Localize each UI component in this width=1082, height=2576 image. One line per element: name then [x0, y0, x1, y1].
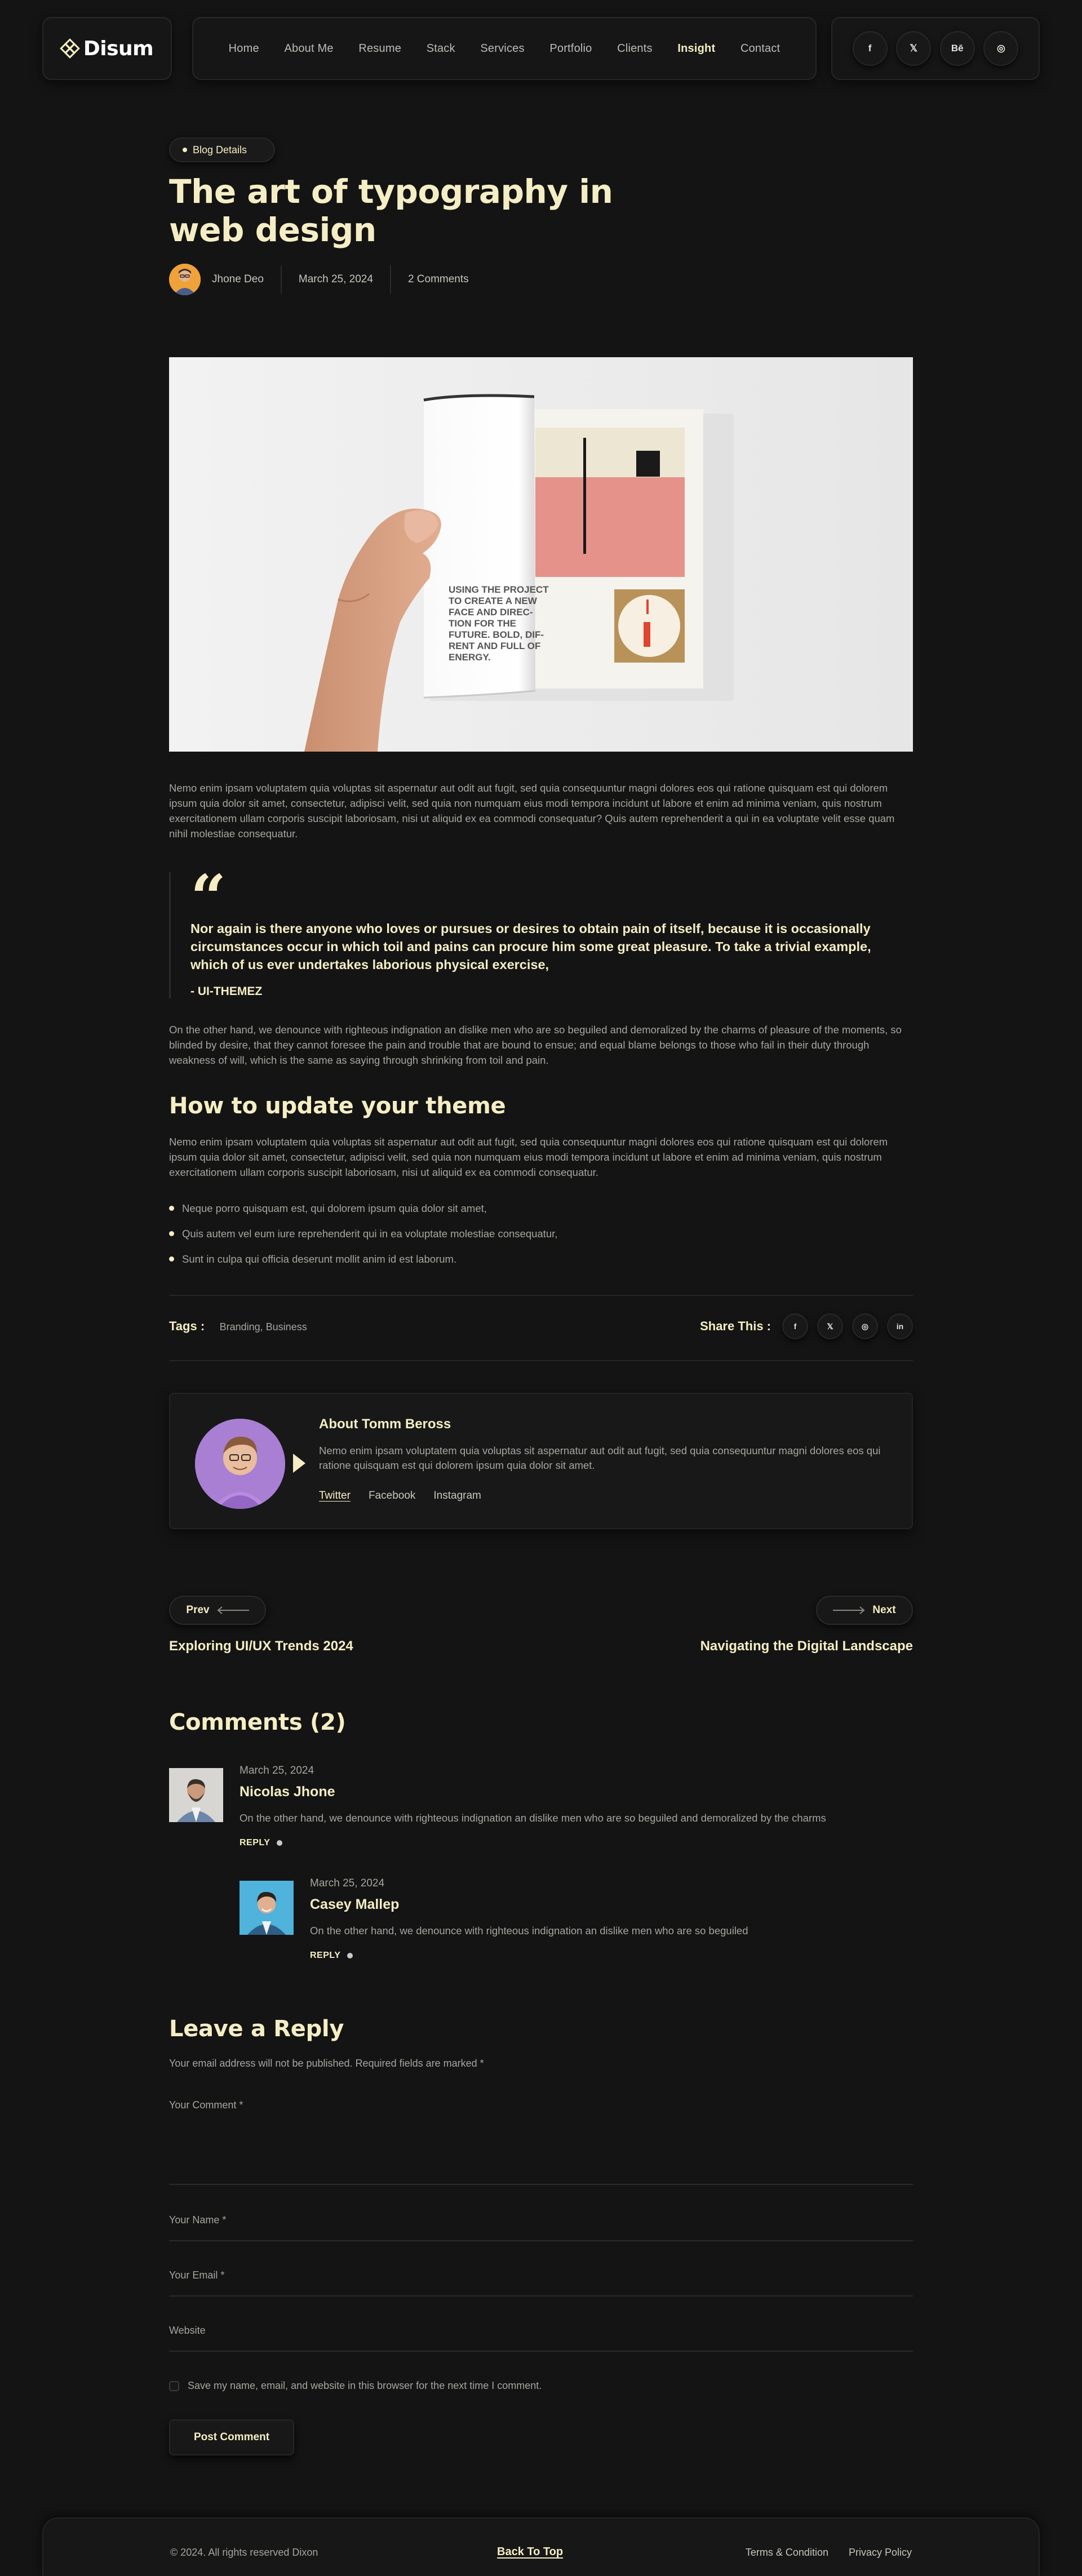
author-link-instagram[interactable]: Instagram [433, 1490, 481, 1502]
back-to-top-link[interactable]: Back To Top [497, 2546, 564, 2558]
save-info-label: Save my name, email, and website in this browser for the next time I comment. [188, 2380, 542, 2391]
facebook-icon[interactable]: f [853, 31, 888, 66]
email-field-underline [169, 2295, 913, 2297]
share [700, 1313, 913, 1339]
prev-post-button[interactable] [169, 1596, 266, 1625]
badge-dot-icon [183, 148, 187, 152]
next-post-button[interactable] [816, 1596, 913, 1625]
reply-button[interactable] [310, 1951, 353, 1961]
post-comment-count[interactable]: 2 Comments [407, 273, 469, 285]
post-paragraph-2: On the other hand, we denounce with righteous indignation an dislike men who are so beguiled and demoralized by the charms of pleasure of the moments, so blinded by desire, that they cannot foresee the pain and trouble that are bound to ensue; and equal blame belongs to those who fail in their duty through weakness of will, which is the same as saying through shrinking from toil and pain. [169, 1024, 902, 1066]
site-header [42, 17, 1040, 80]
list-item: Neque porro quisquam est, qui dolorem ipsum quia dolor sit amet, [169, 1196, 913, 1221]
logo[interactable] [42, 17, 172, 80]
author-box [169, 1393, 913, 1529]
next-post-title[interactable]: Navigating the Digital Landscape [700, 1638, 913, 1654]
section-heading: How to update your theme [169, 1093, 506, 1119]
meta-divider [281, 265, 282, 294]
main-nav [192, 17, 817, 80]
hero-image [169, 357, 913, 752]
footer-links [746, 2547, 912, 2559]
play-triangle-icon [293, 1454, 305, 1473]
author-box-bio: Nemo enim ipsam voluptatem quia voluptas sit aspernatur aut odit aut fugit, sed quia consequuntur magni dolores eos qui ratione quisquam est qui dolorem ipsum quia dolor sit amet. [319, 1445, 881, 1471]
author-link-twitter[interactable]: Twitter [319, 1490, 351, 1502]
reply-heading: Leave a Reply [169, 2016, 344, 2042]
reply-label: REPLY [310, 1951, 341, 1960]
name-field-underline [169, 2240, 913, 2241]
arrow-right-icon [833, 1610, 864, 1611]
post-comment-button[interactable]: Post Comment [169, 2419, 294, 2455]
comment-date: March 25, 2024 [240, 1765, 314, 1776]
tags [169, 1319, 307, 1334]
meta-divider [390, 265, 391, 294]
name-field-label: Your Name * [169, 2214, 227, 2226]
hero-illustration [169, 357, 913, 752]
nav-item-clients[interactable]: Clients [617, 42, 653, 55]
tags-share-row [169, 1296, 913, 1357]
save-info-checkbox[interactable] [169, 2381, 179, 2391]
tags-value[interactable]: Branding, Business [219, 1321, 307, 1333]
nav-item-resume[interactable]: Resume [358, 42, 402, 55]
nav-item-stack[interactable]: Stack [426, 42, 455, 55]
website-field-label: Website [169, 2325, 206, 2336]
reply-dot-icon [277, 1840, 282, 1846]
logo-mark-icon [61, 39, 79, 57]
post-intro: Nemo enim ipsam voluptatem quia voluptas sit aspernatur aut odit aut fugit, sed quia consequuntur magni dolores eos qui ratione quisquam est qui dolorem ipsum quia dolor sit amet, consectetur, adipisci velit, sed quia non numquam eius modi tempora incidunt ut labore et enim ad minima veniam, quis nostrum exercitationem ullam corporis suscipit laboriosam, nisi ut aliquid ex ea commodi consequatur? Quis autem reprehenderit a qui in ea voluptate velit esse quam nihil molestiae consequatur. [169, 782, 895, 840]
terms-link[interactable]: Terms & Condition [745, 2547, 828, 2558]
blockquote [169, 861, 913, 998]
email-field-label: Your Email * [169, 2269, 225, 2281]
author-box-avatar [195, 1419, 285, 1509]
comment-field-underline [169, 2184, 913, 2185]
nav-item-portfolio[interactable]: Portfolio [549, 42, 592, 55]
nav-item-about[interactable]: About Me [284, 42, 334, 55]
nav-item-home[interactable]: Home [228, 42, 259, 55]
comment-text: On the other hand, we denounce with righteous indignation an dislike men who are so beguiled [310, 1925, 748, 1937]
comment-textarea[interactable] [169, 2116, 913, 2184]
comment-author: Nicolas Jhone [240, 1784, 335, 1800]
post-paragraph-3: Nemo enim ipsam voluptatem quia voluptas sit aspernatur aut odit aut fugit, sed quia consequuntur magni dolores eos qui ratione quisquam est qui dolorem ipsum quia dolor sit amet, consectetur, adipisci velit, sed quia non numquam eius modi tempora incidunt ut labore et enim ad minima veniam, quis nostrum exercitationem ullam corporis suscipit laboriosam, nisi ut aliquid ex ea commodi consequatur. [169, 1136, 888, 1178]
prev-label: Prev [186, 1604, 210, 1616]
nav-item-insight[interactable]: Insight [677, 42, 716, 55]
arrow-left-icon [218, 1610, 249, 1611]
commenter-avatar [240, 1881, 294, 1935]
twitter-icon[interactable]: 𝕏 [896, 31, 931, 66]
bullet-list [169, 1196, 913, 1272]
post-author[interactable]: Jhone Deo [212, 273, 264, 285]
comment-date: March 25, 2024 [310, 1877, 385, 1889]
comment-text: On the other hand, we denounce with righteous indignation an dislike men who are so beguiled and demoralized by the charms [240, 1812, 826, 1824]
reply-note: Your email address will not be published. Required fields are marked * [169, 2058, 484, 2069]
email-input[interactable] [169, 2265, 913, 2295]
site-footer [42, 2517, 1040, 2576]
comment-author: Casey Mallep [310, 1897, 400, 1912]
author-box-name: About Tomm Beross [319, 1416, 451, 1432]
post-date: March 25, 2024 [298, 273, 373, 285]
facebook-icon[interactable]: f [782, 1313, 808, 1339]
comments-heading: Comments (2) [169, 1709, 346, 1735]
reply-dot-icon [347, 1953, 353, 1958]
author-avatar [169, 264, 201, 295]
list-item: Sunt in culpa qui officia deserunt mollit anim id est laborum. [169, 1246, 913, 1272]
quote-author: - UI-THEMEZ [190, 985, 263, 998]
author-box-links [319, 1490, 481, 1502]
dribbble-icon[interactable]: ◎ [983, 31, 1018, 66]
website-field-underline [169, 2351, 913, 2352]
instagram-icon[interactable]: ◎ [852, 1313, 878, 1339]
reply-button[interactable] [240, 1838, 282, 1848]
nav-item-contact[interactable]: Contact [740, 42, 781, 55]
list-item: Quis autem vel eum iure reprehenderit qui in ea voluptate molestiae consequatur, [169, 1221, 913, 1246]
prev-post-title[interactable]: Exploring UI/UX Trends 2024 [169, 1638, 353, 1654]
svg-text:USING THE PROJECT TO CRE: USING THE PROJECT TO CREATE A NEW FACE AND DIREC- TION FOR THE FUTURE. BOLD, DIF- RENT AND FULL OF ENERGY. [449, 584, 549, 663]
name-input[interactable] [169, 2210, 913, 2240]
author-link-facebook[interactable]: Facebook [368, 1490, 416, 1502]
behance-icon[interactable]: Bē [940, 31, 975, 66]
divider [169, 1360, 913, 1361]
next-label: Next [872, 1604, 896, 1616]
blog-details-badge [169, 137, 275, 162]
post-meta [169, 263, 469, 296]
comment-field-label: Your Comment * [169, 2099, 243, 2111]
quote-text: Nor again is there anyone who loves or pursues or desires to obtain pain of itself, because it is occasionally circumstances occur in which toil and pains can procure him some great pleasure. To take a trivial example, which of us ever undertakes laborious physical exercise, [190, 921, 871, 972]
commenter-avatar [169, 1768, 223, 1822]
share-label: Share This : [700, 1319, 771, 1333]
quote-icon: “ [190, 861, 227, 934]
badge-label: Blog Details [193, 144, 247, 156]
copyright: © 2024. All rights reserved Dixon [170, 2547, 318, 2558]
post-title: The art of typography in web design [169, 172, 613, 249]
reply-label: REPLY [240, 1838, 270, 1847]
privacy-link[interactable]: Privacy Policy [848, 2547, 912, 2558]
nav-item-services[interactable]: Services [480, 42, 525, 55]
tags-label: Tags : [169, 1319, 205, 1333]
header-social [831, 17, 1040, 80]
linkedin-icon[interactable]: in [887, 1313, 913, 1339]
twitter-icon[interactable]: 𝕏 [817, 1313, 843, 1339]
brand-name: Disum [83, 37, 154, 60]
website-input[interactable] [169, 2320, 913, 2351]
